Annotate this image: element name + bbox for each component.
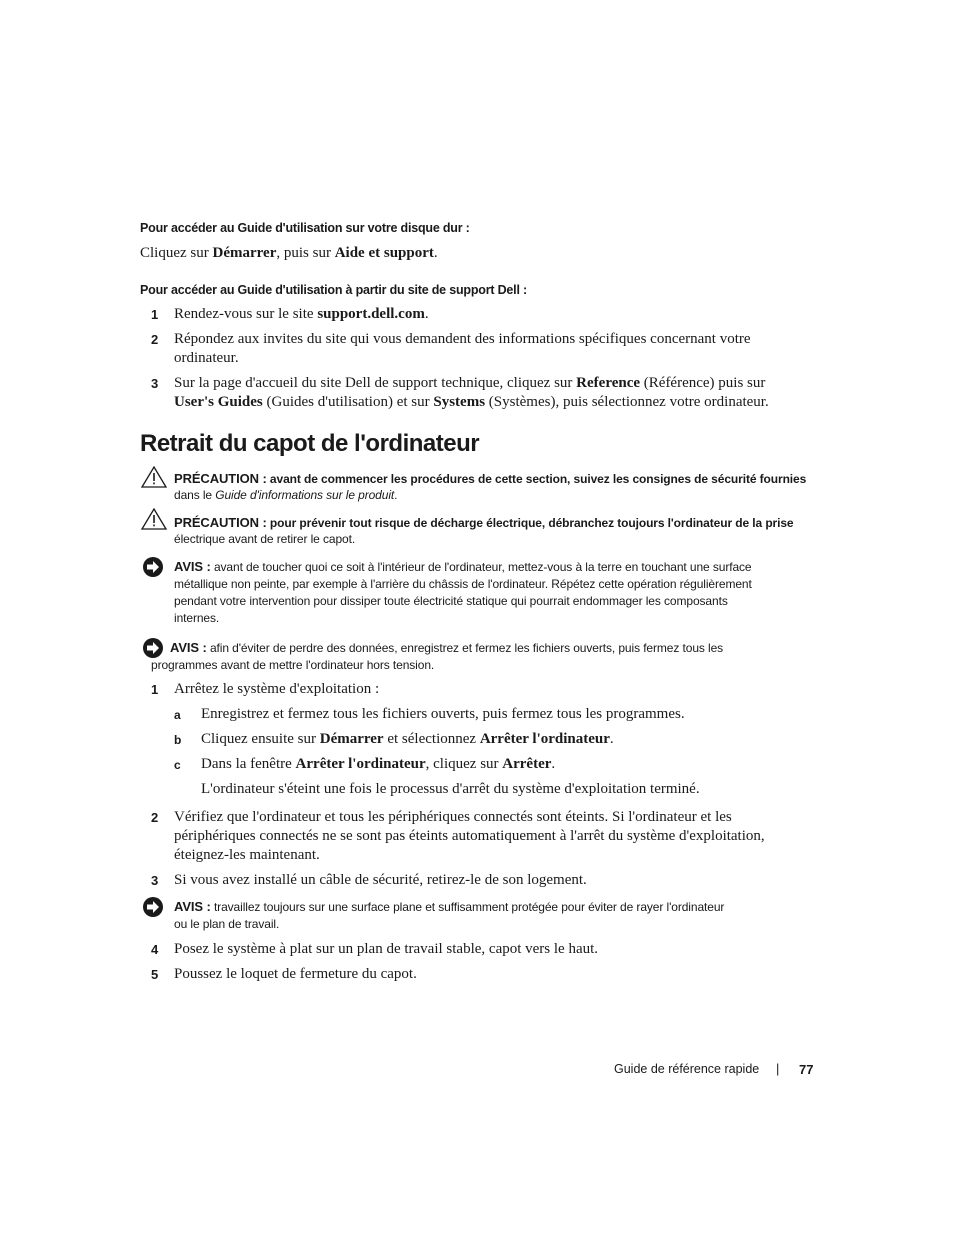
text-fragment: Cliquez ensuite sur <box>201 731 320 747</box>
caution-triangle-icon <box>141 508 167 530</box>
caution-text-line1 <box>174 514 794 532</box>
notice-text-line2: métallique non peinte, par exemple à l'arrière du châssis de l'ordinateur. Répétez cette opération régulièrement <box>174 577 752 591</box>
text-fragment: afin d'éviter de perdre des données, enregistrez et fermez les fichiers ouverts, puis fermez tous les <box>206 641 724 655</box>
notice-label: AVIS : <box>174 899 211 914</box>
page-number: 77 <box>799 1062 814 1077</box>
bold-fragment: Aide et support <box>334 245 434 261</box>
step-text: Si vous avez installé un câble de sécurité, retirez-le de son logement. <box>174 872 587 888</box>
step-text: Poussez le loquet de fermeture du capot. <box>174 966 417 982</box>
notice-arrow-icon <box>142 896 164 918</box>
italic-fragment: Guide d'informations sur le produit <box>215 488 395 502</box>
footer-separator: | <box>776 1061 780 1076</box>
step-number: 3 <box>151 873 159 888</box>
step-number: 5 <box>151 967 159 982</box>
step-text: Posez le système à plat sur un plan de travail stable, capot vers le haut. <box>174 941 599 957</box>
step-text: Arrêtez le système d'exploitation : <box>174 681 380 697</box>
notice-label: AVIS : <box>170 640 207 655</box>
bold-fragment: support.dell.com <box>317 306 425 322</box>
text-fragment: dans le <box>174 488 216 502</box>
notice-text-line2: ou le plan de travail. <box>174 917 280 931</box>
bold-fragment: Arrêter <box>502 756 552 772</box>
step-number: 3 <box>151 376 159 391</box>
text-fragment: . <box>394 488 398 502</box>
text-fragment: . <box>433 245 438 261</box>
text-fragment: . <box>609 731 614 747</box>
step-text-line2: ordinateur. <box>174 350 239 366</box>
text-fragment: , puis sur <box>276 245 335 261</box>
substep-text <box>201 755 555 774</box>
page-title: Retrait du capot de l'ordinateur <box>140 430 480 457</box>
text-fragment: . <box>551 756 556 772</box>
step-number: 1 <box>151 307 159 322</box>
substep-text: Enregistrez et fermez tous les fichiers ouverts, puis fermez tous les programmes. <box>201 706 685 722</box>
notice-text-line1 <box>170 639 723 657</box>
caution-text-line2: électrique avant de retirer le capot. <box>174 532 356 546</box>
substep-letter: c <box>174 758 181 772</box>
caution-label: PRÉCAUTION : <box>174 471 267 486</box>
step-number: 4 <box>151 942 159 957</box>
text-fragment: (Guides d'utilisation) et sur <box>262 394 434 410</box>
notice-text-line1 <box>174 898 724 916</box>
text-fragment: (Systèmes), puis sélectionnez votre ordinateur. <box>485 394 769 410</box>
bold-fragment: Arrêter l'ordinateur <box>295 756 426 772</box>
substep-text <box>201 730 614 749</box>
text-fragment: Cliquez sur <box>140 245 213 261</box>
bold-fragment: User's Guides <box>174 394 263 410</box>
step-text-line1 <box>174 374 765 393</box>
bold-fragment: Démarrer <box>212 245 277 261</box>
step-number: 1 <box>151 682 159 697</box>
substep-letter: a <box>174 708 181 722</box>
text-fragment: (Référence) puis sur <box>640 375 766 391</box>
notice-label: AVIS : <box>174 559 211 574</box>
step-number: 2 <box>151 810 159 825</box>
bold-fragment: Systems <box>433 394 486 410</box>
step-text-line3: éteignez-les maintenant. <box>174 847 320 863</box>
bold-fragment: Démarrer <box>319 731 384 747</box>
section-text-hard-disk <box>140 244 438 263</box>
text-fragment: Dans la fenêtre <box>201 756 296 772</box>
text-fragment: pour prévenir tout risque de décharge électrique, débranchez toujours l'ordinateur de la prise <box>266 516 794 530</box>
step-text <box>174 305 429 324</box>
text-fragment: Rendez-vous sur le site <box>174 306 318 322</box>
caution-text-line1 <box>174 470 806 488</box>
text-fragment: Sur la page d'accueil du site Dell de support technique, cliquez sur <box>174 375 577 391</box>
footer-title: Guide de référence rapide <box>614 1062 760 1076</box>
notice-text-line2: programmes avant de mettre l'ordinateur hors tension. <box>151 658 435 672</box>
text-fragment: travaillez toujours sur une surface plane et suffisamment protégée pour éviter de rayer l'ordinateur <box>210 900 725 914</box>
text-fragment: avant de commencer les procédures de cette section, suivez les consignes de sécurité fournies <box>266 472 807 486</box>
bold-fragment: Reference <box>576 375 641 391</box>
caution-text-line2 <box>174 487 397 504</box>
notice-text-line4: internes. <box>174 611 220 625</box>
text-fragment: avant de toucher quoi ce soit à l'intérieur de l'ordinateur, mettez-vous à la terre en touchant une surface <box>210 560 752 574</box>
notice-arrow-icon <box>142 556 164 578</box>
text-fragment: et sélectionnez <box>383 731 480 747</box>
caution-triangle-icon <box>141 466 167 488</box>
text-fragment: , cliquez sur <box>425 756 503 772</box>
step-number: 2 <box>151 332 159 347</box>
section-heading-hard-disk: Pour accéder au Guide d'utilisation sur votre disque dur : <box>140 221 470 235</box>
notice-arrow-icon <box>142 637 164 659</box>
step-text-line2 <box>174 393 769 412</box>
step-text-line1: Répondez aux invites du site qui vous demandent des informations spécifiques concernant votre <box>174 331 751 347</box>
caution-label: PRÉCAUTION : <box>174 515 267 530</box>
step-text-line2: périphériques connectés ne se sont pas éteints automatiquement à l'arrêt du système d'exploitation, <box>174 828 765 844</box>
text-fragment: . <box>424 306 429 322</box>
substep-follow-text: L'ordinateur s'éteint une fois le processus d'arrêt du système d'exploitation terminé. <box>201 781 700 797</box>
notice-text-line3: pendant votre intervention pour dissiper toute électricité statique qui pourrait endommager les composants <box>174 594 728 608</box>
section-heading-dell-support: Pour accéder au Guide d'utilisation à partir du site de support Dell : <box>140 283 527 297</box>
substep-letter: b <box>174 733 182 747</box>
bold-fragment: Arrêter l'ordinateur <box>479 731 610 747</box>
notice-text-line1 <box>174 558 752 576</box>
step-text-line1: Vérifiez que l'ordinateur et tous les périphériques connectés sont éteints. Si l'ordinateur et les <box>174 809 732 825</box>
